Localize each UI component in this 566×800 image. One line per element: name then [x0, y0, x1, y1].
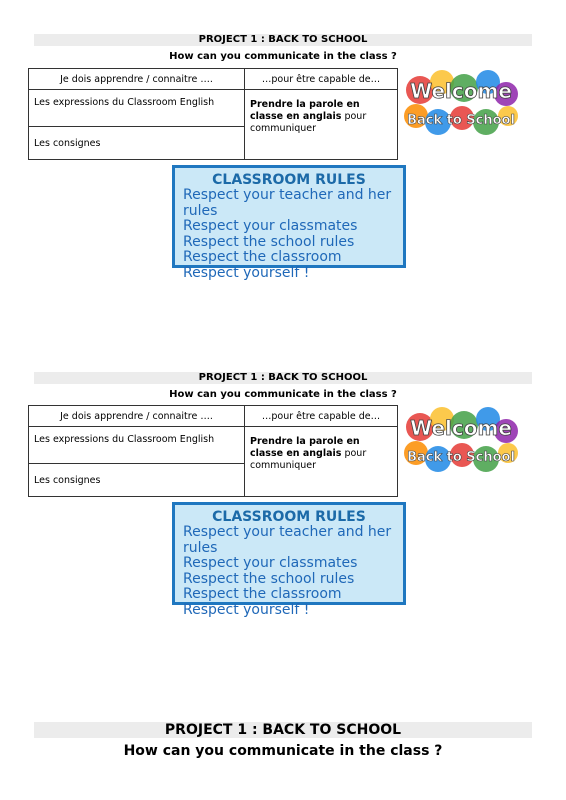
table-header-learn: Je dois apprendre / connaitre ….: [29, 406, 245, 427]
project-question: How can you communicate in the class ?: [123, 743, 443, 759]
skills-table: [28, 405, 398, 497]
table-row-consignes: Les consignes: [29, 464, 245, 497]
table-row-consignes: Les consignes: [29, 127, 245, 160]
project-question: How can you communicate in the class ?: [169, 51, 397, 62]
rule-item: Respect yourself !: [183, 264, 310, 281]
project-title: PROJECT 1 : BACK TO SCHOOL: [34, 34, 532, 46]
table-header-able: …pour être capable de…: [245, 69, 398, 90]
rule-item: Respect your classmates: [183, 555, 358, 571]
ability-bold: Prendre la parole en classe en anglais: [250, 99, 360, 122]
project-question: How can you communicate in the class ?: [169, 389, 397, 400]
rules-title: CLASSROOM RULES: [212, 509, 366, 525]
welcome-text: Welcome: [410, 416, 512, 440]
ability-bold: Prendre la parole en classe en anglais: [250, 436, 360, 459]
classroom-rules-box: [172, 165, 406, 281]
table-header-able: …pour être capable de…: [245, 406, 398, 427]
back-to-school-text: Back to School: [407, 113, 515, 128]
rule-item: Respect the school rules: [183, 570, 355, 587]
welcome-back-to-school-logo: [402, 405, 520, 475]
rule-item: Respect yourself !: [183, 601, 310, 618]
welcome-back-to-school-logo: [402, 68, 520, 138]
project-title: PROJECT 1 : BACK TO SCHOOL: [34, 372, 532, 384]
rules-list: [183, 188, 395, 281]
rules-list: [183, 525, 395, 618]
skills-table: [28, 68, 398, 160]
welcome-text: Welcome: [410, 79, 512, 103]
rule-item: Respect the classroom: [183, 249, 342, 265]
table-header-learn: Je dois apprendre / connaitre ….: [29, 69, 245, 90]
classroom-rules-box: [172, 502, 406, 618]
ability-rest: pour communiquer: [250, 448, 367, 471]
rule-item: Respect the school rules: [183, 233, 355, 250]
table-row-expressions: Les expressions du Classroom English: [29, 90, 245, 127]
rule-item: Respect your teacher and her rules: [183, 524, 392, 556]
rule-item: Respect the classroom: [183, 586, 342, 602]
table-ability-cell: [245, 90, 398, 160]
rule-item: Respect your teacher and her rules: [183, 187, 392, 219]
rule-item: Respect your classmates: [183, 218, 358, 234]
project-title: PROJECT 1 : BACK TO SCHOOL: [34, 722, 532, 738]
table-row-expressions: Les expressions du Classroom English: [29, 427, 245, 464]
rules-title: CLASSROOM RULES: [212, 172, 366, 188]
ability-rest: pour communiquer: [250, 111, 367, 134]
back-to-school-text: Back to School: [407, 450, 515, 465]
table-ability-cell: [245, 427, 398, 497]
